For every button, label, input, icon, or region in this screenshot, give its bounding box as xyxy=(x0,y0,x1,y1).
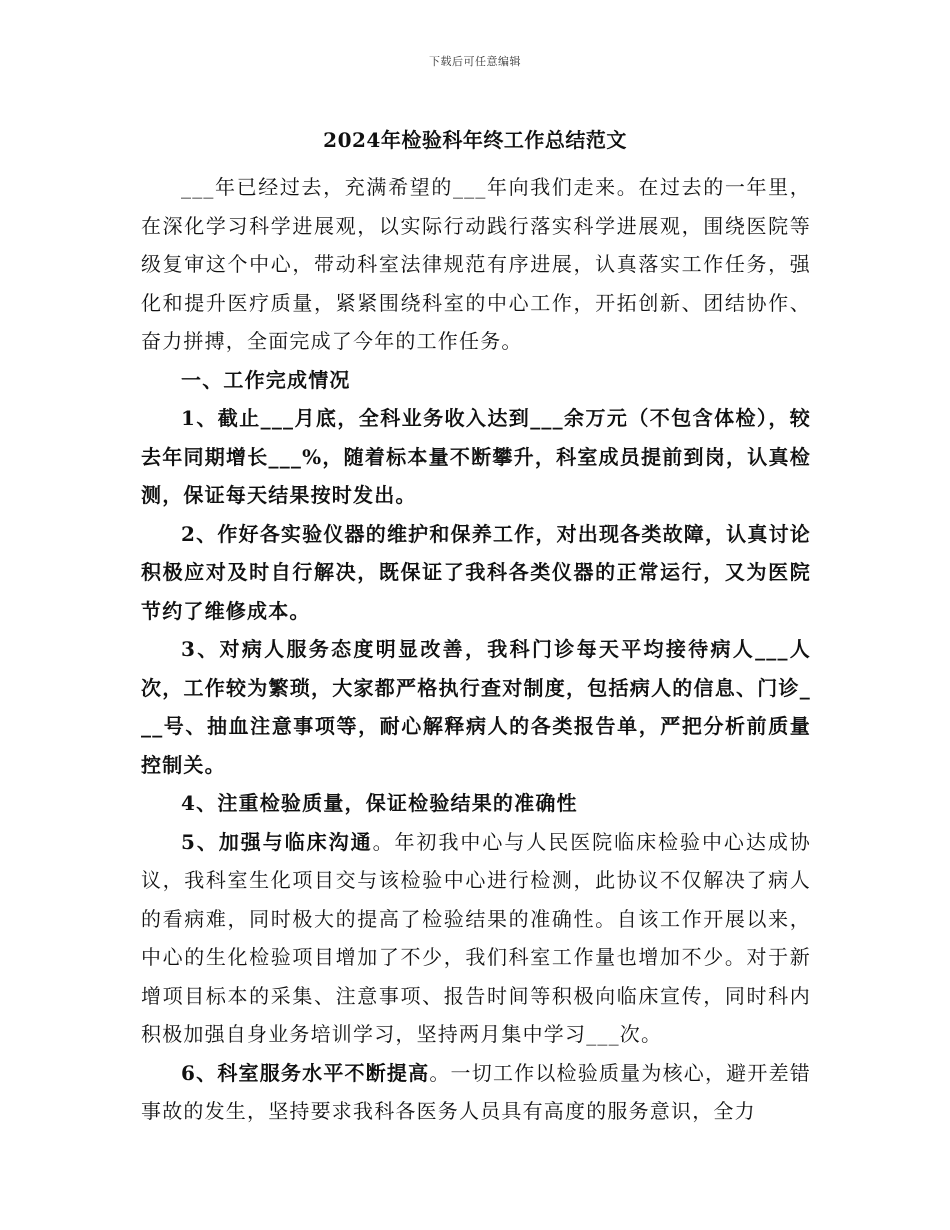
paragraph-lead: 4、注重检验质量，保证检验结果的准确性 xyxy=(181,791,578,815)
paragraph-lead: 2、作好各实验仪器的维护和保养工作，对出现各类故障，认真讨论积极应对及时自行解决，既保证了我科各类仪器的正常运行，又为医院节约了维修成本。 xyxy=(141,521,811,623)
paragraph-item-4 xyxy=(141,784,811,823)
paragraph-lead: 3、对病人服务态度明显改善，我科门诊每天平均接待病人___人次，工作较为繁琐，大家都严格执行查对制度，包括病人的信息、门诊___号、抽血注意事项等，耐心解释病人的各类报告单，严把分析前质量控制关。 xyxy=(141,637,811,777)
document-title: 2024年检验科年终工作总结范文 xyxy=(323,128,627,152)
paragraph-text: 。年初我中心与人民医院临床检验中心达成协议，我科室生化项目交与该检验中心进行检测，此协议不仅解决了病人的看病难，同时极大的提高了检验结果的准确性。自该工作开展以来，中心的生化检验项目增加了不少，我们科室工作量也增加不少。对于新增项目标本的采集、注意事项、报告时间等积极向临床宣传，同时科内积极加强自身业务培训学习，坚持两月集中学习___次。 xyxy=(141,829,812,1046)
paragraph-intro xyxy=(141,168,811,361)
paragraph-item-2 xyxy=(141,515,811,631)
document-body xyxy=(141,168,811,1131)
paragraph-lead: 6、科室服务水平不断提高 xyxy=(181,1060,430,1085)
paragraph-text: ___年已经过去，充满希望的___年向我们走来。在过去的一年里，在深化学习科学进展观，以实际行动践行落实科学进展观，围绕医院等级复审这个中心，带动科室法律规范有序进展，认真落实工作任务，强化和提升医疗质量，紧紧围绕科室的中心工作，开拓创新、团结协作、奋力拼搏，全面完成了今年的工作任务。 xyxy=(141,175,811,353)
paragraph-item-6 xyxy=(141,1054,811,1131)
section-heading xyxy=(141,361,811,400)
paragraph-item-3 xyxy=(141,630,811,784)
paragraph-text: 。一切工作以检验质量为核心，避开差错事故的发生，坚持要求我科各医务人员具有高度的服务意识，全力 xyxy=(141,1060,811,1123)
paragraph-lead: 1、截止___月底，全科业务收入达到___余万元（不包含体检），较去年同期增长___%，随着标本量不断攀升，科室成员提前到岗，认真检测，保证每天结果按时发出。 xyxy=(141,406,811,507)
paragraph-item-1 xyxy=(141,399,811,515)
paragraph-lead: 5、加强与临床沟通 xyxy=(181,829,373,854)
paragraph-lead: 一、工作完成情况 xyxy=(181,367,351,392)
header-note: 下载后可任意编辑 xyxy=(429,55,521,68)
paragraph-item-5 xyxy=(141,823,811,1054)
